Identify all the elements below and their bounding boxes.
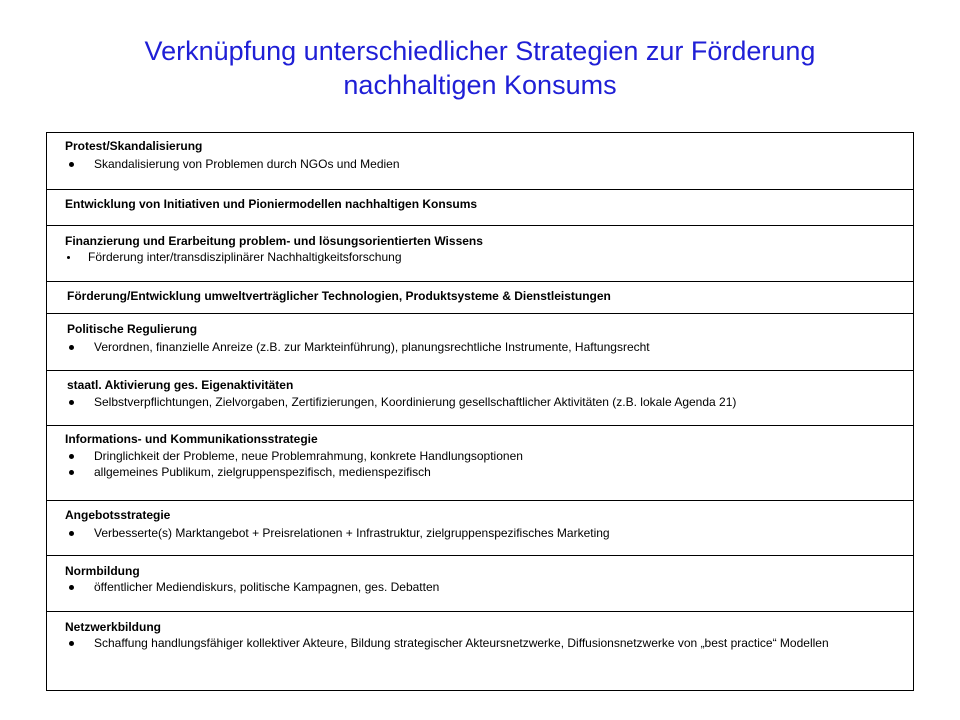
bullet-icon <box>69 162 74 167</box>
bullet-icon <box>69 345 74 350</box>
table-row <box>47 371 913 426</box>
bullet-text: Selbstverpflichtungen, Zielvorgaben, Zertifizierungen, Koordinierung gesellschaftlicher Aktivitäten (z.B. lokale Agenda 21) <box>94 395 737 409</box>
bullet-icon <box>67 256 70 259</box>
row-title: Informations- und Kommunikationsstrategie <box>65 432 318 446</box>
bullet-icon <box>69 470 74 475</box>
page-title <box>40 34 920 102</box>
bullet-text: Schaffung handlungsfähiger kollektiver Akteure, Bildung strategischer Akteursnetzwerke, Diffusionsnetzwerke von „best practice“ Modellen <box>94 636 829 650</box>
strategy-table <box>46 132 914 691</box>
row-title: Politische Regulierung <box>67 322 198 336</box>
bullet-text: Dringlichkeit der Probleme, neue Problemrahmung, konkrete Handlungsoptionen <box>94 449 523 463</box>
row-title: Protest/Skandalisierung <box>65 139 203 153</box>
bullet-icon <box>69 454 74 459</box>
bullet-icon <box>69 585 74 590</box>
bullet-text: Verordnen, finanzielle Anreize (z.B. zur Markteinführung), planungsrechtliche Instrumente, Haftungsrecht <box>94 340 650 354</box>
table-row <box>47 282 913 314</box>
row-title: Netzwerkbildung <box>65 620 162 634</box>
bullet-text: Skandalisierung von Problemen durch NGOs und Medien <box>94 157 400 171</box>
table-row <box>47 501 913 556</box>
bullet-text: Verbesserte(s) Marktangebot + Preisrelationen + Infrastruktur, zielgruppenspezifisches Marketing <box>94 526 610 540</box>
row-title: Normbildung <box>65 564 140 578</box>
bullet-icon <box>69 641 74 646</box>
bullet-text: öffentlicher Mediendiskurs, politische Kampagnen, ges. Debatten <box>94 580 440 594</box>
table-row <box>47 226 913 282</box>
table-row <box>47 190 913 226</box>
bullet-icon <box>69 531 74 536</box>
bullet-text: Förderung inter/transdisziplinärer Nachhaltigkeitsforschung <box>88 250 402 264</box>
bullet-icon <box>69 400 74 405</box>
table-row <box>47 556 913 612</box>
table-row <box>47 612 913 691</box>
row-title: Förderung/Entwicklung umweltverträglicher Technologien, Produktsysteme & Dienstleistungen <box>67 289 611 303</box>
table-row <box>47 314 913 371</box>
row-title: Angebotsstrategie <box>65 508 171 522</box>
bullet-text: allgemeines Publikum, zielgruppenspezifisch, medienspezifisch <box>94 465 431 479</box>
row-title: Finanzierung und Erarbeitung problem- und lösungsorientierten Wissens <box>65 234 483 248</box>
row-title: staatl. Aktivierung ges. Eigenaktivitäten <box>67 378 294 392</box>
table-row <box>47 133 913 190</box>
row-title: Entwicklung von Initiativen und Pioniermodellen nachhaltigen Konsums <box>65 197 478 211</box>
title-line-2: nachhaltigen Konsums <box>343 70 617 100</box>
table-row <box>47 426 913 501</box>
title-line-1: Verknüpfung unterschiedlicher Strategien zur Förderung <box>144 36 816 66</box>
